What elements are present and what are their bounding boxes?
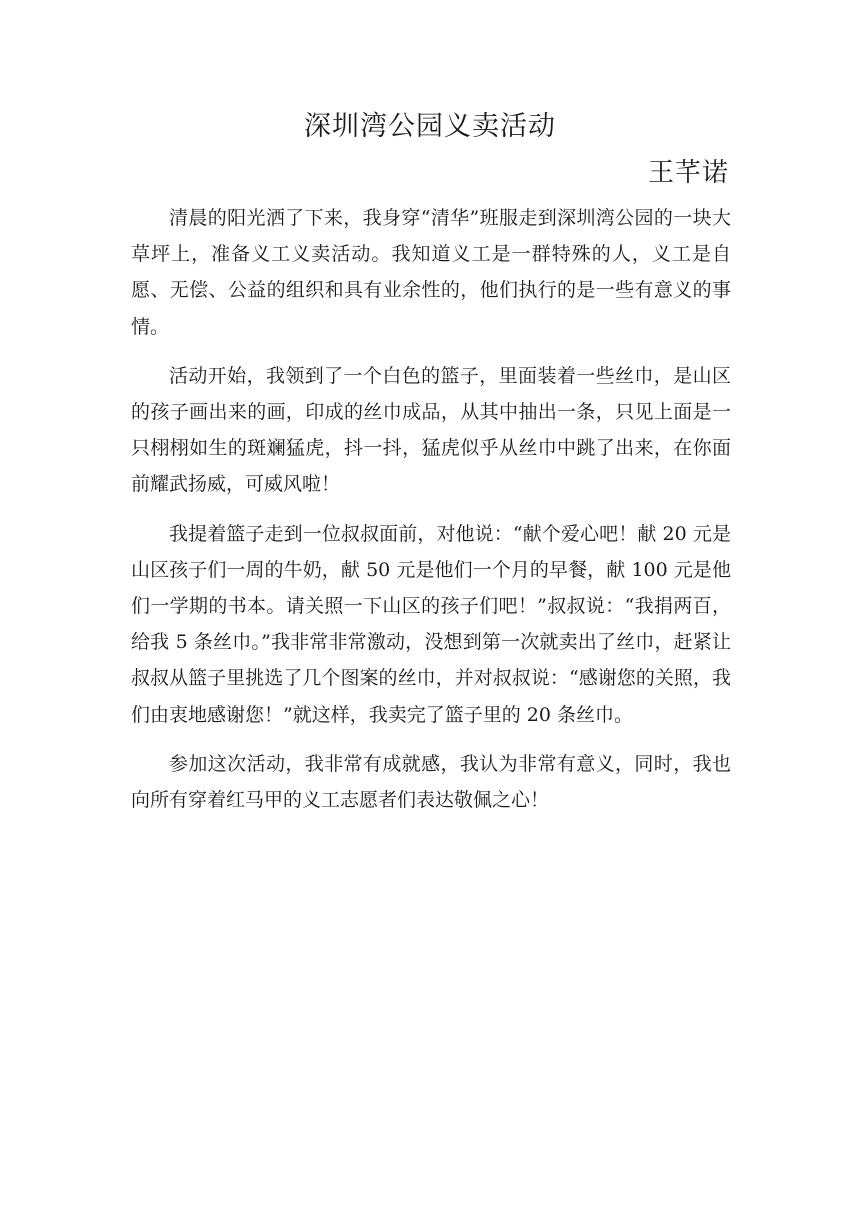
paragraph-1: 清晨的阳光洒了下来，我身穿“清华”班服走到深圳湾公园的一块大草坪上，准备义工义卖活动。我知道义工是一群特殊的人，义工是自愿、无偿、公益的组织和具有业余性的，他们执行的是一些有意义的事情。 (131, 207, 731, 338)
paragraph-2: 活动开始，我领到了一个白色的篮子，里面装着一些丝巾，是山区的孩子画出来的画，印成的丝巾成品，从其中抽出一条，只见上面是一只栩栩如生的斑斓猛虎，抖一抖，猛虎似乎从丝巾中跳了出来，在你面前耀武扬威，可威风啦！ (131, 364, 731, 496)
document-body (131, 200, 731, 831)
paragraph-4: 参加这次活动，我非常有成就感，我认为非常有意义，同时，我也向所有穿着红马甲的义工志愿者们表达敬佩之心！ (131, 752, 731, 812)
paragraph-3: 我提着篮子走到一位叔叔面前，对他说：“献个爱心吧！献 20 元是山区孩子们一周的牛奶，献 50 元是他们一个月的早餐，献 100 元是他们一学期的书本。请关照一下山区的孩子们吧！”叔叔说：“我捐两百，给我 5 条丝巾。”我非常非常激动，没想到第一次就卖出了丝巾，赶紧让叔叔从篮子里挑选了几个图案的丝巾，并对叔叔说：“感谢您的关照，我们由衷地感谢您！”就这样，我卖完了篮子里的 20 条丝巾。 (131, 522, 731, 726)
document-author: 王芊诺 (647, 158, 729, 188)
document-title: 深圳湾公园义卖活动 (304, 111, 556, 142)
